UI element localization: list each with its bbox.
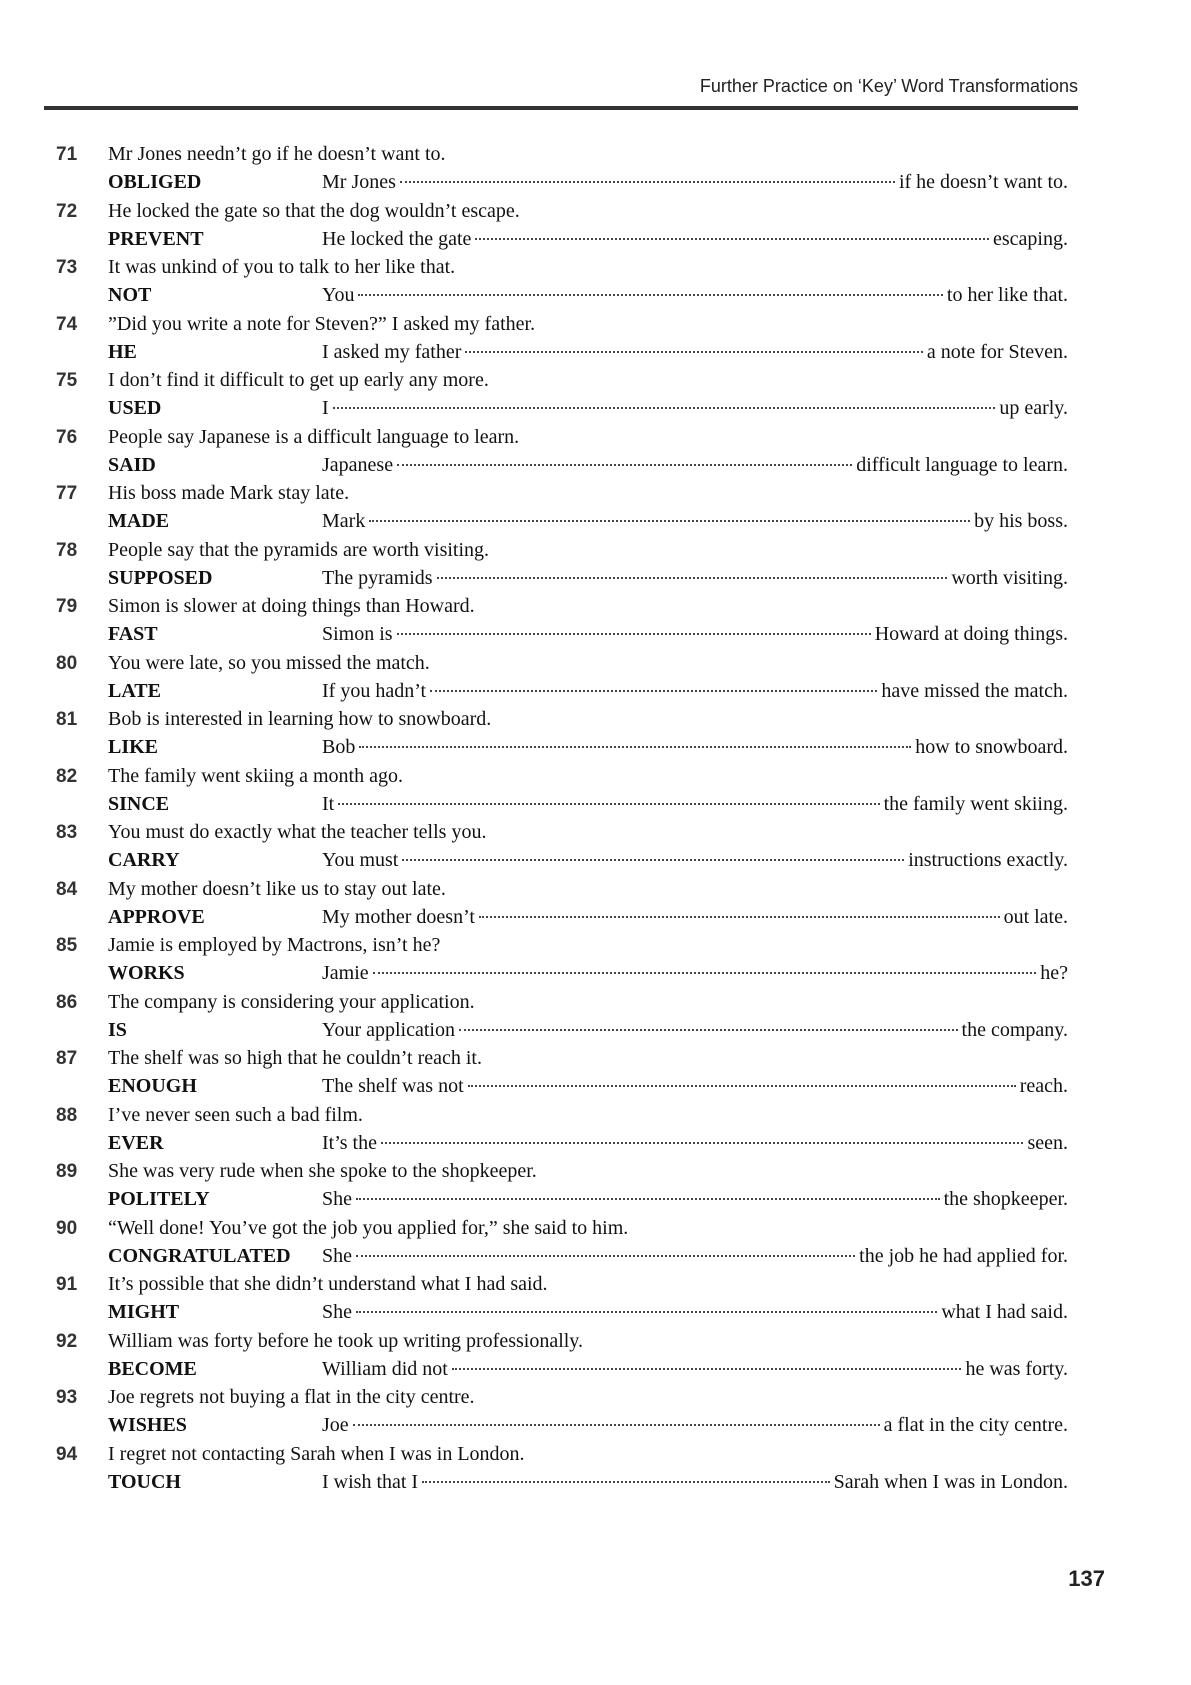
question-line [56,366,1068,394]
exercise-item [56,818,1068,875]
question-text: Simon is slower at doing things than Howard. [108,595,475,617]
answer-line [56,168,1068,196]
question-text: Jamie is employed by Mactrons, isn’t he? [108,934,441,956]
header-rule [44,106,1078,110]
question-text: The shelf was so high that he couldn’t reach it. [108,1047,482,1069]
answer-ending: if he doesn’t want to. [898,171,1068,193]
answer-ending: a flat in the city centre. [883,1414,1068,1436]
answer-prompt: Joe [322,1414,349,1436]
exercise-item [56,1044,1068,1101]
key-word: LIKE [108,736,159,758]
answer-ending: by his boss. [974,510,1068,532]
key-word: LATE [108,679,161,702]
exercise-item [56,1101,1068,1158]
exercise-item [56,988,1068,1045]
answer-blank[interactable] [338,803,879,805]
key-word: CONGRATULATED [108,1244,291,1267]
answer-line [56,507,1068,535]
question-text: She was very rude when she spoke to the shopkeeper. [108,1160,537,1182]
answer-blank[interactable] [479,916,1000,918]
answer-line [56,564,1068,592]
question-line [56,1044,1068,1072]
answer-blank[interactable] [400,181,895,183]
answer-blank[interactable] [397,633,871,635]
answer-blank[interactable] [437,577,948,579]
answer-blank[interactable] [359,746,911,748]
answer-line [56,903,1068,931]
answer-ending: how to snowboard. [915,736,1068,758]
answer-prompt: It [322,792,335,815]
key-word: IS [108,1018,127,1041]
page-number: 137 [1068,1566,1105,1591]
answer-line [56,281,1068,309]
answer-blank[interactable] [381,1142,1023,1144]
answer-ending: worth visiting. [951,566,1068,589]
answer-blank[interactable] [452,1368,962,1370]
question-line [56,253,1068,281]
question-text: His boss made Mark stay late. [108,482,350,504]
answer-ending: Howard at doing things. [874,623,1068,645]
answer-prompt: I wish that I [322,1470,419,1493]
exercise-item [56,762,1068,819]
item-number: 82 [56,765,78,787]
key-word: WISHES [108,1414,187,1436]
exercise-item [56,423,1068,480]
question-text: William was forty before he took up writing professionally. [108,1329,584,1352]
answer-prompt: Japanese [322,453,394,476]
answer-ending: escaping. [993,227,1068,250]
answer-prompt: Bob [322,736,356,758]
answer-prompt: Simon is [322,623,393,645]
item-number: 93 [56,1387,78,1408]
question-text: I’ve never seen such a bad film. [108,1103,363,1126]
answer-ending: reach. [1019,1075,1068,1097]
answer-ending: have missed the match. [881,679,1068,702]
exercise-item [56,705,1068,762]
answer-blank[interactable] [475,238,989,240]
exercise-list [56,140,1068,1496]
answer-prompt: I [322,397,329,419]
question-line [56,197,1068,225]
exercise-item [56,366,1068,423]
answer-ending: up early. [999,397,1068,419]
question-text: The company is considering your application. [108,990,475,1013]
answer-blank[interactable] [373,972,1037,974]
key-word: SINCE [108,792,170,815]
answer-prompt: The pyramids [322,566,433,589]
answer-ending: what I had said. [941,1301,1068,1323]
item-number: 94 [56,1443,78,1465]
item-number: 89 [56,1161,78,1182]
answer-prompt: It’s the [322,1131,377,1154]
question-line [56,1383,1068,1411]
answer-line [56,338,1068,366]
item-number: 91 [56,1274,78,1295]
question-text: Joe regrets not buying a flat in the city centre. [108,1386,475,1408]
question-line [56,762,1068,790]
answer-line [56,733,1068,761]
answer-ending: he? [1040,962,1068,984]
question-text: Mr Jones needn’t go if he doesn’t want to. [108,143,446,165]
key-word: NOT [108,284,152,306]
answer-ending: to her like that. [946,284,1068,306]
question-text: It’s possible that she didn’t understand what I had said. [108,1273,548,1295]
exercise-item [56,875,1068,932]
answer-line [56,1016,1068,1044]
question-line [56,931,1068,959]
item-number: 78 [56,539,78,561]
key-word: FAST [108,623,158,645]
answer-blank[interactable] [402,859,904,861]
question-text: I regret not contacting Sarah when I was in London. [108,1442,525,1465]
answer-prompt: She [322,1188,352,1210]
answer-blank[interactable] [422,1481,830,1483]
answer-line [56,677,1068,705]
question-text: People say Japanese is a difficult language to learn. [108,425,520,448]
item-number: 71 [56,144,78,165]
item-number: 87 [56,1048,78,1069]
answer-prompt: If you hadn’t [322,679,427,702]
answer-ending: the shopkeeper. [943,1188,1068,1210]
item-number: 75 [56,370,78,391]
answer-line [56,620,1068,648]
exercise-item [56,1270,1068,1327]
question-line [56,818,1068,846]
exercise-item [56,1214,1068,1271]
item-number: 88 [56,1104,78,1126]
answer-blank[interactable] [356,1198,940,1200]
question-line [56,423,1068,451]
exercise-item [56,536,1068,593]
running-header: Further Practice on ‘Key’ Word Transformations [699,76,1078,96]
answer-line [56,1242,1068,1270]
answer-blank[interactable] [356,1311,937,1313]
question-line [56,705,1068,733]
exercise-item [56,931,1068,988]
item-number: 84 [56,878,78,900]
exercise-item [56,1157,1068,1214]
exercise-item [56,649,1068,706]
answer-line [56,225,1068,253]
answer-prompt: You [322,284,355,306]
answer-ending: seen. [1027,1131,1068,1154]
question-text: You must do exactly what the teacher tells you. [108,821,487,843]
item-number: 72 [56,200,78,222]
exercise-item [56,253,1068,310]
answer-blank[interactable] [468,1085,1016,1087]
question-line [56,1101,1068,1129]
question-text: People say that the pyramids are worth visiting. [108,538,490,561]
answer-line [56,1411,1068,1439]
answer-prompt: Your application [322,1018,455,1041]
answer-line [56,1468,1068,1496]
answer-prompt: He locked the gate [322,227,472,250]
question-line [56,536,1068,564]
key-word: POLITELY [108,1188,210,1210]
item-number: 76 [56,426,78,448]
answer-line [56,1298,1068,1326]
answer-line [56,1072,1068,1100]
answer-prompt: You must [322,849,399,871]
item-number: 86 [56,991,78,1013]
key-word: USED [108,397,162,419]
answer-line [56,1185,1068,1213]
answer-prompt: The shelf was not [322,1075,464,1097]
item-number: 73 [56,257,78,278]
exercise-item [56,140,1068,197]
answer-ending: Sarah when I was in London. [833,1470,1068,1493]
question-line [56,649,1068,677]
key-word: MIGHT [108,1301,180,1323]
key-word: PREVENT [108,227,204,250]
answer-ending: difficult language to learn. [856,453,1068,476]
question-text: It was unkind of you to talk to her like that. [108,256,456,278]
answer-prompt: I asked my father [322,340,462,363]
item-number: 74 [56,313,78,335]
question-line [56,1157,1068,1185]
question-line [56,1214,1068,1242]
answer-prompt: Mark [322,510,366,532]
item-number: 79 [56,596,78,617]
answer-line [56,959,1068,987]
answer-ending: out late. [1003,905,1068,928]
exercise-item [56,1440,1068,1497]
answer-prompt: My mother doesn’t [322,905,475,928]
exercise-item [56,592,1068,649]
key-word: CARRY [108,849,180,871]
key-word: MADE [108,510,170,532]
key-word: EVER [108,1131,164,1154]
answer-prompt: She [322,1244,352,1267]
answer-blank[interactable] [465,351,923,353]
question-line [56,592,1068,620]
answer-ending: the job he had applied for. [859,1244,1068,1267]
answer-blank[interactable] [459,1029,958,1031]
answer-blank[interactable] [397,464,852,466]
answer-blank[interactable] [356,1255,855,1257]
item-number: 90 [56,1217,78,1239]
answer-line [56,451,1068,479]
answer-prompt: Mr Jones [322,171,396,193]
answer-ending: he was forty. [965,1357,1068,1380]
exercise-item [56,479,1068,536]
question-text: Bob is interested in learning how to snowboard. [108,708,492,730]
answer-line [56,1355,1068,1383]
answer-blank[interactable] [358,294,942,296]
question-text: My mother doesn’t like us to stay out late. [108,877,446,900]
answer-blank[interactable] [430,690,877,692]
key-word: OBLIGED [108,171,202,193]
key-word: SUPPOSED [108,566,213,589]
item-number: 81 [56,709,78,730]
item-number: 83 [56,822,78,843]
key-word: WORKS [108,962,185,984]
exercise-item [56,197,1068,254]
key-word: TOUCH [108,1470,181,1493]
question-line [56,988,1068,1016]
question-text: The family went skiing a month ago. [108,764,403,787]
answer-ending: a note for Steven. [926,340,1068,363]
exercise-item [56,1327,1068,1384]
question-line [56,1270,1068,1298]
item-number: 85 [56,935,78,956]
question-text: You were late, so you missed the match. [108,651,430,674]
answer-ending: instructions exactly. [908,849,1068,871]
answer-line [56,1129,1068,1157]
exercise-item [56,310,1068,367]
question-line [56,875,1068,903]
question-line [56,310,1068,338]
answer-blank[interactable] [353,1424,880,1426]
question-text: “Well done! You’ve got the job you applied for,” she said to him. [108,1216,629,1239]
exercise-item [56,1383,1068,1440]
question-line [56,140,1068,168]
answer-line [56,790,1068,818]
answer-blank[interactable] [333,407,996,409]
key-word: ENOUGH [108,1075,197,1097]
item-number: 77 [56,483,78,504]
question-line [56,1327,1068,1355]
item-number: 92 [56,1330,78,1352]
answer-blank[interactable] [369,520,970,522]
question-text: He locked the gate so that the dog wouldn’t escape. [108,199,520,222]
question-text: ”Did you write a note for Steven?” I asked my father. [108,312,536,335]
answer-line [56,394,1068,422]
question-line [56,479,1068,507]
answer-line [56,846,1068,874]
key-word: SAID [108,453,156,476]
key-word: APPROVE [108,905,205,928]
answer-prompt: She [322,1301,352,1323]
answer-prompt: William did not [322,1357,448,1380]
key-word: HE [108,340,137,363]
answer-ending: the company. [961,1018,1068,1041]
answer-prompt: Jamie [322,962,369,984]
question-text: I don’t find it difficult to get up early any more. [108,369,489,391]
answer-ending: the family went skiing. [883,792,1068,815]
key-word: BECOME [108,1357,197,1380]
item-number: 80 [56,652,78,674]
question-line [56,1440,1068,1468]
